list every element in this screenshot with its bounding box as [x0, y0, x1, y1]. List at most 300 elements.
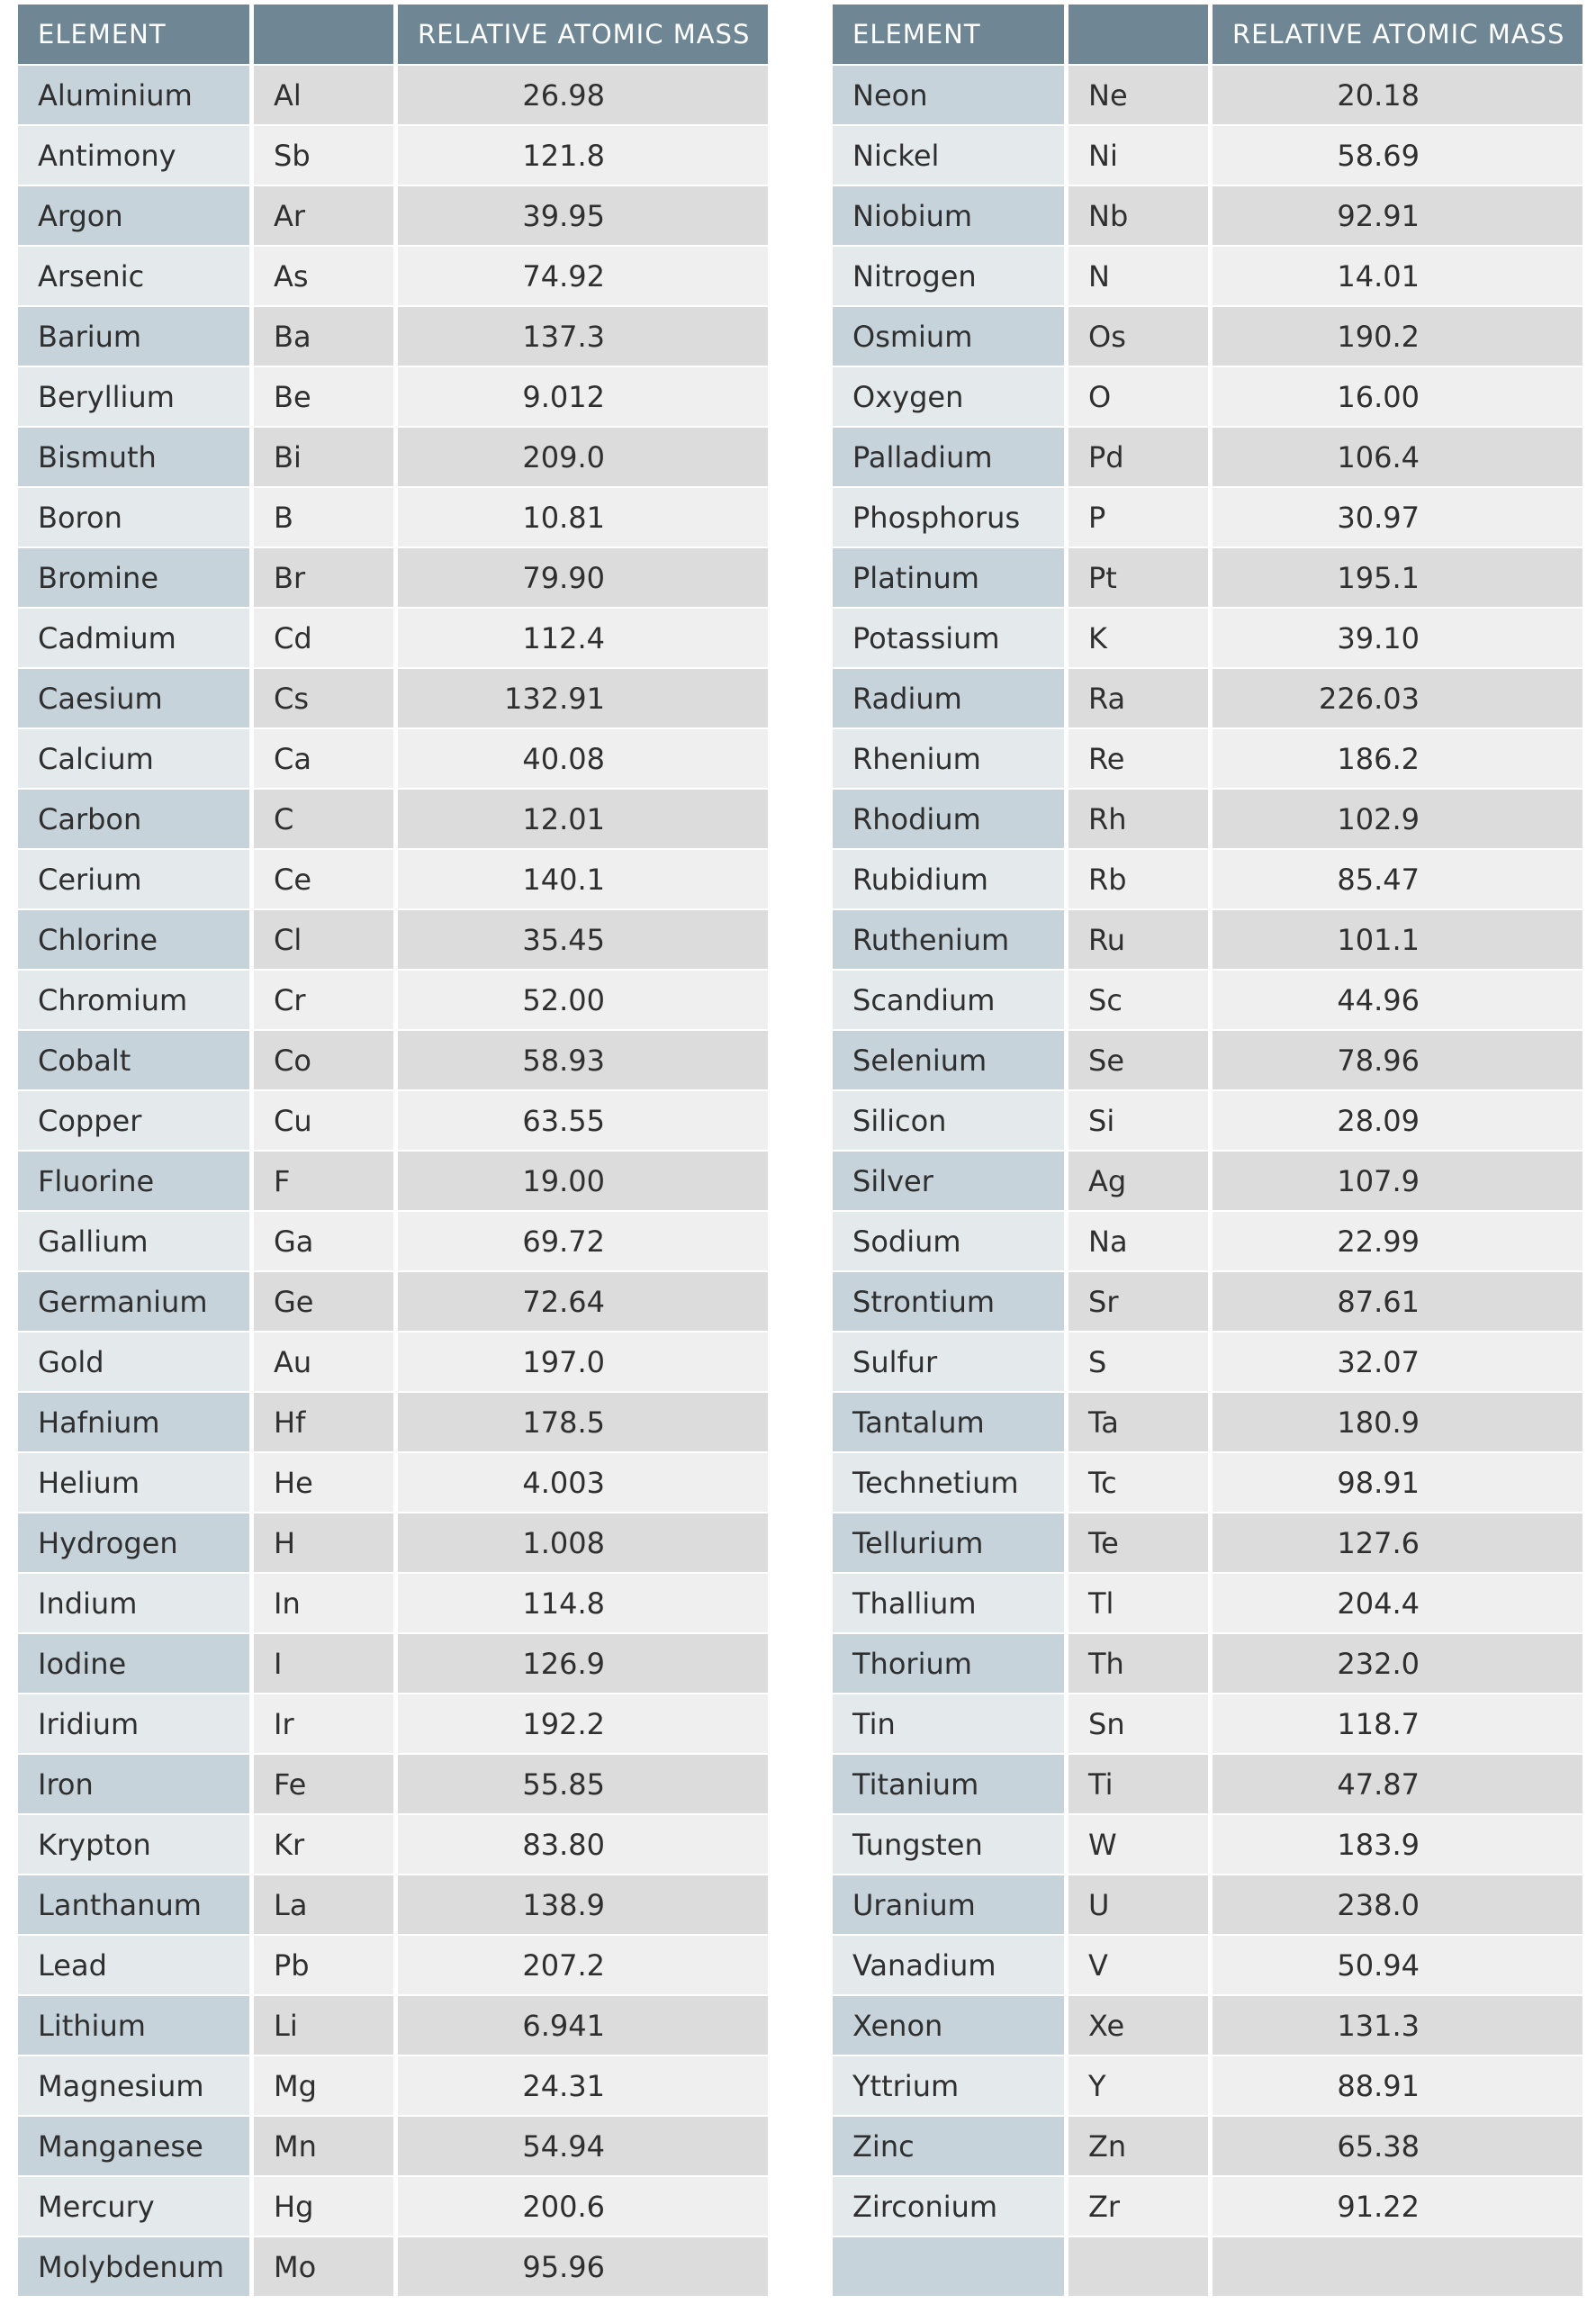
element-name: Tungsten: [833, 1815, 1069, 1875]
atomic-mass-value: 197.0: [522, 1344, 605, 1379]
atomic-mass-value: 50.94: [1337, 1947, 1420, 1983]
element-name: Manganese: [18, 2117, 254, 2177]
atomic-mass-cell: [1213, 1574, 1582, 1634]
atomic-mass-value: 180.9: [1337, 1405, 1420, 1440]
element-symbol: O: [1069, 367, 1213, 428]
element-symbol: N: [1069, 247, 1213, 307]
atomic-mass-cell: [398, 1694, 768, 1755]
table-row: [18, 307, 768, 367]
element-name: Rubidium: [833, 850, 1069, 910]
header-symbol: [254, 5, 398, 66]
table-row: [18, 1936, 768, 1996]
element-name: Rhodium: [833, 790, 1069, 850]
element-name: Gold: [18, 1333, 254, 1393]
table-row: [833, 1574, 1582, 1634]
table-row: [18, 367, 768, 428]
element-symbol: Ra: [1069, 669, 1213, 729]
table-row: [18, 186, 768, 247]
atomic-mass-value: 20.18: [1337, 77, 1420, 113]
table-row: [833, 1936, 1582, 1996]
element-name: Lanthanum: [18, 1875, 254, 1936]
atomic-mass-value: 178.5: [522, 1405, 605, 1440]
element-symbol: Hf: [254, 1393, 398, 1453]
element-name: Germanium: [18, 1272, 254, 1333]
element-name: Iodine: [18, 1634, 254, 1694]
element-name: Calcium: [18, 729, 254, 790]
atomic-mass-value: 58.93: [522, 1043, 605, 1078]
table-row: [18, 1513, 768, 1574]
table-row: [833, 126, 1582, 186]
element-name: Chromium: [18, 971, 254, 1031]
atomic-mass-cell: [398, 1875, 768, 1936]
table-row: [18, 1875, 768, 1936]
header-element: ELEMENT: [833, 5, 1069, 66]
atomic-mass-value: 200.6: [522, 2189, 605, 2224]
element-symbol: Ba: [254, 307, 398, 367]
table-row: [833, 669, 1582, 729]
atomic-mass-value: 192.2: [522, 1706, 605, 1741]
table-row: [18, 790, 768, 850]
element-symbol: U: [1069, 1875, 1213, 1936]
element-name: Strontium: [833, 1272, 1069, 1333]
element-name: Carbon: [18, 790, 254, 850]
table-row: [18, 1694, 768, 1755]
element-name: Lead: [18, 1936, 254, 1996]
element-symbol: Hg: [254, 2177, 398, 2237]
atomic-mass-value: 238.0: [1337, 1887, 1420, 1922]
atomic-mass-cell: [1213, 1755, 1582, 1815]
atomic-mass-cell: [398, 1453, 768, 1513]
table-row: [18, 910, 768, 971]
atomic-mass-value: 140.1: [522, 862, 605, 897]
atomic-mass-value: 10.81: [522, 500, 605, 535]
atomic-mass-value: 132.91: [504, 681, 605, 716]
table-row: [18, 1574, 768, 1634]
element-name: Thallium: [833, 1574, 1069, 1634]
element-symbol: Cr: [254, 971, 398, 1031]
element-symbol: Co: [254, 1031, 398, 1091]
atomic-mass-cell: [1213, 971, 1582, 1031]
element-symbol: Ge: [254, 1272, 398, 1333]
atomic-mass-value: 79.90: [522, 560, 605, 595]
element-symbol: K: [1069, 609, 1213, 669]
atomic-mass-value: 12.01: [522, 801, 605, 836]
table-header-row: [18, 5, 768, 66]
element-name: Ruthenium: [833, 910, 1069, 971]
atomic-mass-value: 35.45: [522, 922, 605, 957]
element-name: Yttrium: [833, 2056, 1069, 2117]
atomic-mass-value: 121.8: [522, 138, 605, 173]
atomic-mass-cell: [398, 247, 768, 307]
atomic-mass-cell: [398, 729, 768, 790]
element-symbol: Ca: [254, 729, 398, 790]
element-symbol: Na: [1069, 1212, 1213, 1272]
element-name: Platinum: [833, 548, 1069, 609]
atomic-mass-value: 102.9: [1337, 801, 1420, 836]
element-name: Helium: [18, 1453, 254, 1513]
table-row: [18, 1333, 768, 1393]
table-row: [833, 307, 1582, 367]
element-symbol: V: [1069, 1936, 1213, 1996]
atomic-mass-cell: [398, 850, 768, 910]
atomic-mass-cell: [398, 307, 768, 367]
table-row: [833, 1815, 1582, 1875]
atomic-mass-cell: [398, 1936, 768, 1996]
table-row: [18, 850, 768, 910]
atomic-mass-cell: [398, 669, 768, 729]
element-name: Bismuth: [18, 428, 254, 488]
atomic-mass-cell: [1213, 428, 1582, 488]
atomic-mass-cell: [1213, 1333, 1582, 1393]
element-name: Lithium: [18, 1996, 254, 2056]
element-name: Sulfur: [833, 1333, 1069, 1393]
atomic-mass-value: 195.1: [1337, 560, 1420, 595]
atomic-mass-value: 1.008: [522, 1525, 605, 1560]
table-row: [833, 1875, 1582, 1936]
element-name: Tellurium: [833, 1513, 1069, 1574]
element-symbol: B: [254, 488, 398, 548]
element-symbol: F: [254, 1152, 398, 1212]
element-symbol: Zr: [1069, 2177, 1213, 2237]
atomic-mass-cell: [398, 1272, 768, 1333]
element-name: Phosphorus: [833, 488, 1069, 548]
element-symbol: Ar: [254, 186, 398, 247]
table-row: [833, 850, 1582, 910]
atomic-mass-cell: [1213, 186, 1582, 247]
table-row: [833, 1996, 1582, 2056]
element-name: Selenium: [833, 1031, 1069, 1091]
element-name: Thorium: [833, 1634, 1069, 1694]
atomic-mass-value: 72.64: [522, 1284, 605, 1319]
element-symbol: La: [254, 1875, 398, 1936]
element-name: Nickel: [833, 126, 1069, 186]
element-name: Neon: [833, 66, 1069, 126]
element-symbol: Pb: [254, 1936, 398, 1996]
element-name: Molybdenum: [18, 2237, 254, 2298]
atomic-mass-value: 209.0: [522, 439, 605, 474]
header-mass: RELATIVE ATOMIC MASS: [398, 5, 768, 66]
atomic-mass-value: 14.01: [1337, 258, 1420, 294]
atomic-mass-cell: [1213, 1152, 1582, 1212]
element-name: Antimony: [18, 126, 254, 186]
element-name: Zinc: [833, 2117, 1069, 2177]
element-symbol: Au: [254, 1333, 398, 1393]
table-row: [833, 488, 1582, 548]
element-symbol: Si: [1069, 1091, 1213, 1152]
table-row: [833, 1513, 1582, 1574]
element-symbol: Tc: [1069, 1453, 1213, 1513]
element-symbol: As: [254, 247, 398, 307]
table-row: [18, 2117, 768, 2177]
atomic-mass-cell: [398, 1513, 768, 1574]
atomic-mass-cell: [398, 1031, 768, 1091]
atomic-mass-value: 78.96: [1337, 1043, 1420, 1078]
atomic-mass-cell: [1213, 1996, 1582, 2056]
atomic-mass-cell: [1213, 609, 1582, 669]
element-name: Potassium: [833, 609, 1069, 669]
element-symbol: Te: [1069, 1513, 1213, 1574]
table-row: [18, 1212, 768, 1272]
table-row: [18, 126, 768, 186]
element-name: Cerium: [18, 850, 254, 910]
atomic-mass-cell: [1213, 850, 1582, 910]
atomic-mass-value: 83.80: [522, 1827, 605, 1862]
atomic-mass-value: 22.99: [1337, 1224, 1420, 1259]
atomic-mass-cell: [398, 367, 768, 428]
element-name: Fluorine: [18, 1152, 254, 1212]
atomic-mass-table-left: [18, 5, 768, 2298]
atomic-mass-cell: [398, 488, 768, 548]
element-name: Magnesium: [18, 2056, 254, 2117]
table-row: [833, 1755, 1582, 1815]
atomic-mass-value: 92.91: [1337, 198, 1420, 233]
table-row: [18, 1393, 768, 1453]
table-row: [833, 1152, 1582, 1212]
atomic-mass-value: 65.38: [1337, 2128, 1420, 2164]
element-symbol: Kr: [254, 1815, 398, 1875]
element-symbol: Rh: [1069, 790, 1213, 850]
atomic-mass-cell: [1213, 910, 1582, 971]
table-row: [18, 2177, 768, 2237]
atomic-mass-value: 118.7: [1337, 1706, 1420, 1741]
element-name: Palladium: [833, 428, 1069, 488]
element-name: Bromine: [18, 548, 254, 609]
table-row: [18, 1815, 768, 1875]
element-name: Tantalum: [833, 1393, 1069, 1453]
table-row: [18, 1031, 768, 1091]
element-symbol: Pd: [1069, 428, 1213, 488]
atomic-mass-cell: [1213, 548, 1582, 609]
atomic-mass-value: 87.61: [1337, 1284, 1420, 1319]
element-symbol: H: [254, 1513, 398, 1574]
element-symbol: Ti: [1069, 1755, 1213, 1815]
atomic-mass-cell: [1213, 669, 1582, 729]
atomic-mass-value: 112.4: [522, 620, 605, 655]
atomic-mass-cell: [1213, 1513, 1582, 1574]
header-element: ELEMENT: [18, 5, 254, 66]
atomic-mass-value: 4.003: [522, 1465, 605, 1500]
atomic-mass-value: 40.08: [522, 741, 605, 776]
table-row: [833, 790, 1582, 850]
element-name: Technetium: [833, 1453, 1069, 1513]
atomic-mass-value: 26.98: [522, 77, 605, 113]
atomic-mass-cell: [1213, 1212, 1582, 1272]
atomic-mass-cell: [398, 1212, 768, 1272]
element-symbol: Mg: [254, 2056, 398, 2117]
element-name: Oxygen: [833, 367, 1069, 428]
element-symbol: Tl: [1069, 1574, 1213, 1634]
table-row: [833, 609, 1582, 669]
element-symbol: Br: [254, 548, 398, 609]
element-symbol: Ru: [1069, 910, 1213, 971]
atomic-mass-value: 28.09: [1337, 1103, 1420, 1138]
atomic-mass-value: 54.94: [522, 2128, 605, 2164]
atomic-mass-cell: [398, 971, 768, 1031]
atomic-mass-table-right: [833, 5, 1582, 2298]
table-row: [833, 2177, 1582, 2237]
element-name: Beryllium: [18, 367, 254, 428]
table-row: [833, 247, 1582, 307]
element-symbol: He: [254, 1453, 398, 1513]
atomic-mass-cell: [1213, 1453, 1582, 1513]
atomic-mass-cell: [398, 1574, 768, 1634]
atomic-mass-cell: [1213, 126, 1582, 186]
element-symbol: Ni: [1069, 126, 1213, 186]
atomic-mass-value: 39.10: [1337, 620, 1420, 655]
table-row: [833, 910, 1582, 971]
table-row: [833, 186, 1582, 247]
element-symbol: W: [1069, 1815, 1213, 1875]
table-row: [833, 428, 1582, 488]
table-row: [18, 1453, 768, 1513]
element-symbol: Ga: [254, 1212, 398, 1272]
atomic-mass-value: 186.2: [1337, 741, 1420, 776]
table-row: [833, 971, 1582, 1031]
table-row: [18, 609, 768, 669]
atomic-mass-cell: [1213, 1031, 1582, 1091]
element-symbol: Fe: [254, 1755, 398, 1815]
element-symbol: Se: [1069, 1031, 1213, 1091]
atomic-mass-value: 24.31: [522, 2068, 605, 2103]
atomic-mass-cell: [398, 126, 768, 186]
table-row: [833, 1091, 1582, 1152]
element-symbol: Sc: [1069, 971, 1213, 1031]
table-header-row: [833, 5, 1582, 66]
element-name: Hafnium: [18, 1393, 254, 1453]
element-symbol: Li: [254, 1996, 398, 2056]
element-symbol: Mn: [254, 2117, 398, 2177]
element-symbol: Ag: [1069, 1152, 1213, 1212]
element-symbol: C: [254, 790, 398, 850]
table-row: [18, 488, 768, 548]
element-symbol: S: [1069, 1333, 1213, 1393]
atomic-mass-cell: [1213, 729, 1582, 790]
atomic-mass-cell: [398, 2177, 768, 2237]
atomic-mass-cell: [1213, 1091, 1582, 1152]
atomic-mass-cell: [398, 2237, 768, 2298]
element-symbol: Re: [1069, 729, 1213, 790]
atomic-mass-cell: [398, 548, 768, 609]
atomic-mass-cell: [1213, 1936, 1582, 1996]
atomic-mass-cell: [398, 2117, 768, 2177]
table-row: [833, 1333, 1582, 1393]
atomic-mass-value: 55.85: [522, 1766, 605, 1802]
element-symbol: Ta: [1069, 1393, 1213, 1453]
element-name: Gallium: [18, 1212, 254, 1272]
atomic-mass-value: 58.69: [1337, 138, 1420, 173]
element-symbol: Cs: [254, 669, 398, 729]
atomic-mass-value: 16.00: [1337, 379, 1420, 414]
element-symbol: P: [1069, 488, 1213, 548]
atomic-mass-cell: [1213, 1634, 1582, 1694]
element-name: Niobium: [833, 186, 1069, 247]
element-name: Caesium: [18, 669, 254, 729]
atomic-mass-cell: [1213, 790, 1582, 850]
element-symbol: Bi: [254, 428, 398, 488]
atomic-mass-value: 114.8: [522, 1586, 605, 1621]
atomic-mass-cell: [1213, 367, 1582, 428]
element-symbol: Cd: [254, 609, 398, 669]
atomic-mass-value: 107.9: [1337, 1163, 1420, 1198]
atomic-mass-value: 30.97: [1337, 500, 1420, 535]
element-symbol: Ne: [1069, 66, 1213, 126]
element-symbol: Ir: [254, 1694, 398, 1755]
atomic-mass-cell: [1213, 2177, 1582, 2237]
table-row: [18, 2056, 768, 2117]
element-name: Cadmium: [18, 609, 254, 669]
table-row: [833, 2237, 1582, 2298]
element-symbol: Mo: [254, 2237, 398, 2298]
table-row: [18, 1634, 768, 1694]
table-row: [833, 548, 1582, 609]
atomic-mass-value: 95.96: [522, 2249, 605, 2284]
element-symbol: Rb: [1069, 850, 1213, 910]
table-row: [833, 1031, 1582, 1091]
element-name: Arsenic: [18, 247, 254, 307]
element-symbol: Pt: [1069, 548, 1213, 609]
atomic-mass-cell: [398, 1815, 768, 1875]
atomic-mass-cell: [1213, 2117, 1582, 2177]
element-name: Hydrogen: [18, 1513, 254, 1574]
table-row: [833, 1634, 1582, 1694]
element-name: Argon: [18, 186, 254, 247]
atomic-mass-cell: [398, 186, 768, 247]
atomic-mass-value: 207.2: [522, 1947, 605, 1983]
atomic-mass-value: 69.72: [522, 1224, 605, 1259]
table-row: [833, 1272, 1582, 1333]
atomic-mass-value: 126.9: [522, 1646, 605, 1681]
element-symbol: Cu: [254, 1091, 398, 1152]
atomic-mass-cell: [398, 790, 768, 850]
table-row: [18, 247, 768, 307]
table-row: [18, 2237, 768, 2298]
element-symbol: Y: [1069, 2056, 1213, 2117]
element-symbol: Sn: [1069, 1694, 1213, 1755]
atomic-mass-cell: [398, 428, 768, 488]
table-row: [18, 971, 768, 1031]
element-name: Iridium: [18, 1694, 254, 1755]
atomic-mass-value: 190.2: [1337, 319, 1420, 354]
element-symbol: Be: [254, 367, 398, 428]
element-name: Boron: [18, 488, 254, 548]
element-name: Iron: [18, 1755, 254, 1815]
atomic-mass-value: 183.9: [1337, 1827, 1420, 1862]
element-symbol: Th: [1069, 1634, 1213, 1694]
table-row: [833, 2056, 1582, 2117]
table-row: [18, 1755, 768, 1815]
atomic-mass-cell: [1213, 2237, 1582, 2298]
table-row: [833, 1453, 1582, 1513]
element-name: Vanadium: [833, 1936, 1069, 1996]
atomic-mass-cell: [1213, 307, 1582, 367]
element-symbol: Sr: [1069, 1272, 1213, 1333]
atomic-mass-value: 39.95: [522, 198, 605, 233]
atomic-mass-value: 204.4: [1337, 1586, 1420, 1621]
table-row: [18, 1152, 768, 1212]
atomic-mass-value: 19.00: [522, 1163, 605, 1198]
atomic-mass-cell: [1213, 1875, 1582, 1936]
atomic-mass-cell: [1213, 1272, 1582, 1333]
atomic-mass-cell: [398, 1634, 768, 1694]
element-symbol: Al: [254, 66, 398, 126]
atomic-mass-value: 98.91: [1337, 1465, 1420, 1500]
atomic-mass-cell: [398, 66, 768, 126]
atomic-mass-value: 137.3: [522, 319, 605, 354]
atomic-mass-value: 44.96: [1337, 982, 1420, 1017]
atomic-mass-cell: [398, 1996, 768, 2056]
atomic-mass-cell: [1213, 488, 1582, 548]
atomic-mass-cell: [1213, 2056, 1582, 2117]
